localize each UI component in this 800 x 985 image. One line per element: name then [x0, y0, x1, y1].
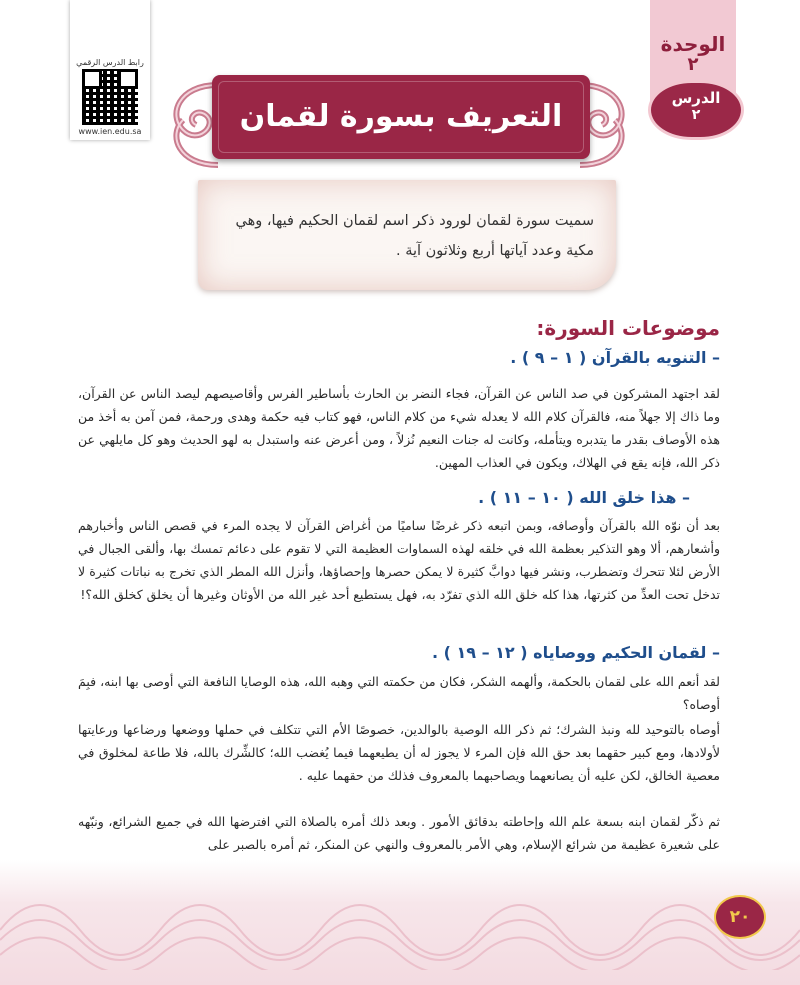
topic-paragraph: ثم ذكّر لقمان ابنه بسعة علم الله وإحاطته بدقائق الأمور . وبعد ذلك أمره بالصلاة التي افترضها الله في جميع الشرائع، ونبّهه على شعيرة عظيمة من شرائع الإسلام، وهي الأمر بالمعروف والنهي عن المنكر، ثم أمره بالصبر على: [78, 814, 720, 852]
section-title: موضوعات السورة:: [536, 316, 720, 340]
topic-paragraph: لقد اجتهد المشركون في صد الناس عن القرآن، فجاء النضر بن الحارث بأساطير الفرس وأقاصيصهم ليصد الناس عن القرآن، وما ذاك إلا جهلاً منه، فالقرآن كلام الله لا يعدله شيء من كلام الناس، فهو كتاب فيه حكمة وهدى ورحمة، فمن آمن به أخذ من هذه الأوصاف بقدر ما يتدبره ويتأمله، وكانت له جنات النعيم نُزلاً ، ومن أعرض عنه واستبدل به لهو الحديث وهو كل مايلهي عن ذكر الله، فإنه يقع في الهلاك، ويكون في العذاب المهين.: [78, 386, 720, 470]
lesson-number: ٢: [691, 107, 701, 123]
intro-scroll: [198, 180, 616, 290]
topic-heading: – هذا خلق الله ( ١٠ – ١١ ) .: [478, 488, 690, 507]
lesson-label: الدرس: [671, 89, 721, 107]
topic-heading: – التنويه بالقرآن ( ١ – ٩ ) .: [510, 348, 720, 367]
page-number: ٢٠: [714, 895, 766, 939]
lesson-badge: [648, 80, 744, 140]
page-title: التعريف بسورة لقمان: [239, 99, 563, 134]
footer-pattern-icon: [0, 870, 800, 970]
qr-code-card[interactable]: [70, 0, 150, 140]
topic-paragraph: أوصاه بالتوحيد لله ونبذ الشرك؛ ثم ذكر الله الوصية بالوالدين، خصوصًا الأم التي تتكلف في حملها ووضعها ورضاعها ورعايتها لأولادها، ومع كبير حقهما بعد حق الله فإن المرء لا يجوز له أن يطيعهما فيما يُغضب الله؛ كالشِّرك بالله، فلا طاعة لمخلوق في معصية الخالق، لكن عليه أن يصانعهما ويصاحبهما بالمعروف فذلك من حقهما عليه .: [78, 722, 720, 783]
topic-paragraph: بعد أن نوّه الله بالقرآن وأوصافه، وبمن اتبعه ذكر غرضًا ساميًا من أغراض القرآن لا يجده المرء في قصص الناس وأخبارهم وأشعارهم، ألا وهو التذكير بعظمة الله في خلقه لهذه السماوات العظيمة التي لا تقوم على دعائم تمسك بها، وألقى الجبال في الأرض لئلا تتحرك وتضطرب، ونشر فيها دوابَّ كثيرة لا يمكن حصرها وإحصاؤها، وأنزل الله المطر الذي تخرج به نباتات كثيرة لا تدخل تحت العدِّ من كثرتها، هذا كله خلق الله الذي تفرّد به، فهل يستطيع أحد غير الله من الأوثان وغيرها أن يخلق كخلق الله؟!: [78, 518, 720, 602]
qr-label: رابط الدرس الرقمي: [76, 58, 144, 67]
unit-label: الوحدة: [660, 32, 726, 56]
qr-code-icon[interactable]: [82, 69, 138, 125]
unit-number: ٢: [687, 54, 699, 75]
qr-url[interactable]: www.ien.edu.sa: [78, 127, 142, 136]
intro-text: سميت سورة لقمان لورود ذكر اسم لقمان الحكيم فيها، وهي مكية وعدد آياتها أربع وثلاثون آية .: [235, 213, 594, 259]
topic-paragraph: لقد أنعم الله على لقمان بالحكمة، وألهمه الشكر، فكان من حكمته التي وهبه الله، هذه الوصايا النافعة التي أوصى بها ابنه، فبِمَ أوصاه؟: [78, 674, 720, 712]
title-banner: [212, 75, 590, 159]
topic-heading: – لقمان الحكيم ووصاياه ( ١٢ – ١٩ ) .: [431, 643, 720, 662]
